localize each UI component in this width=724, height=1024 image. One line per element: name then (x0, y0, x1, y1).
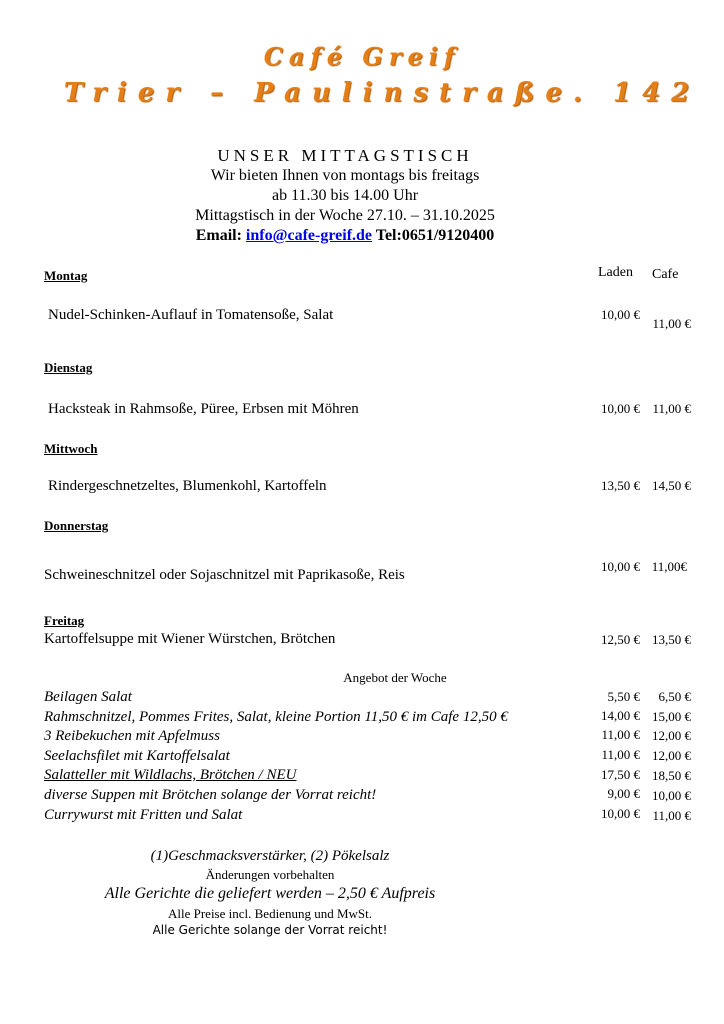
cafe-name-logo: Café Greif (263, 42, 461, 71)
weekly-item-price-cafe: 12,00 € (652, 728, 691, 743)
dish-mittwoch: Rindergeschnetzeltes, Blumenkohl, Kartoffeln (48, 478, 327, 494)
weekly-item-price-cafe: 6,50 € (658, 689, 691, 704)
phone: Tel:0651/9120400 (375, 227, 495, 244)
email-link[interactable]: info@cafe-greif.de (245, 227, 373, 244)
weekly-item-name: Currywurst mit Fritten und Salat (44, 807, 243, 823)
weekly-item-price-cafe: 18,50 € (652, 768, 691, 783)
day-heading-montag: Montag (44, 268, 88, 283)
price-cafe-montag: 11,00 € (652, 316, 691, 331)
contact-line (0, 227, 690, 245)
weekly-item-price-laden: 14,00 € (601, 708, 640, 723)
day-heading-donnerstag: Donnerstag (44, 518, 109, 533)
weekly-item-price-laden: 11,00 € (601, 727, 640, 742)
supply-note: Alle Gerichte solange der Vorrat reicht! (152, 923, 388, 937)
weekly-item-price-laden: 11,00 € (601, 747, 640, 762)
price-cafe-dienstag: 11,00 € (652, 401, 691, 416)
intro-line-2: ab 11.30 bis 14.00 Uhr (271, 187, 419, 204)
weekly-item-name: Rahmschnitzel, Pommes Frites, Salat, kleine Portion 11,50 € im Cafe 12,50 € (44, 709, 508, 725)
weekly-item-name: diverse Suppen mit Brötchen solange der Vorrat reicht! (44, 787, 377, 803)
weekly-item-price-cafe: 10,00 € (652, 788, 691, 803)
price-laden-donnerstag: 10,00 € (601, 559, 640, 574)
email-label: Email: (195, 227, 242, 244)
day-heading-mittwoch: Mittwoch (44, 441, 98, 456)
weekly-offer-title: Angebot der Woche (343, 670, 447, 685)
day-heading-freitag: Freitag (44, 613, 85, 628)
dish-donnerstag: Schweineschnitzel oder Sojaschnitzel mit Paprikasoße, Reis (44, 567, 405, 583)
changes-note: Änderungen vorbehalten (205, 867, 335, 882)
weekly-item-price-laden: 5,50 € (607, 689, 640, 704)
weekly-item-name: Salatteller mit Wildlachs, Brötchen / NEU (44, 767, 297, 783)
day-heading-dienstag: Dienstag (44, 360, 93, 375)
address-logo: Trier – Paulinstraße. 142 (63, 78, 701, 108)
prices-note: Alle Preise incl. Bedienung und MwSt. (167, 906, 372, 921)
price-laden-montag: 10,00 € (601, 307, 640, 322)
dish-montag: Nudel-Schinken-Auflauf in Tomatensoße, Salat (48, 307, 334, 323)
dish-dienstag: Hacksteak in Rahmsoße, Püree, Erbsen mit Möhren (48, 401, 359, 417)
weekly-item-price-laden: 17,50 € (601, 767, 640, 782)
price-laden-dienstag: 10,00 € (601, 401, 640, 416)
intro-line-1: Wir bieten Ihnen von montags bis freitags (210, 167, 480, 184)
price-cafe-mittwoch: 14,50 € (652, 478, 691, 493)
intro-line-3: Mittagstisch in der Woche 27.10. – 31.10.2025 (195, 207, 495, 224)
weekly-item-name: Seelachsfilet mit Kartoffelsalat (44, 748, 230, 764)
weekly-item-price-laden: 10,00 € (601, 806, 640, 821)
price-laden-mittwoch: 13,50 € (601, 478, 640, 493)
weekly-item-price-cafe: 15,00 € (652, 709, 691, 724)
price-laden-freitag: 12,50 € (601, 632, 640, 647)
weekly-item-price-laden: 9,00 € (607, 786, 640, 801)
weekly-item-name: 3 Reibekuchen mit Apfelmuss (44, 728, 220, 744)
column-header-cafe: Cafe (652, 267, 679, 282)
weekly-item-price-cafe: 11,00 € (652, 808, 691, 823)
column-header-laden: Laden (598, 265, 633, 280)
weekly-item-price-cafe: 12,00 € (652, 748, 691, 763)
additives-note: (1)Geschmacksverstärker, (2) Pökelsalz (150, 848, 390, 864)
page-title: UNSER MITTAGSTISCH (217, 146, 473, 165)
dish-freitag: Kartoffelsuppe mit Wiener Würstchen, Brötchen (44, 631, 336, 647)
price-cafe-donnerstag: 11,00€ (651, 559, 687, 574)
price-cafe-freitag: 13,50 € (652, 632, 691, 647)
delivery-note: Alle Gerichte die geliefert werden – 2,50 € Aufpreis (104, 885, 436, 902)
weekly-item-name: Beilagen Salat (44, 689, 132, 705)
